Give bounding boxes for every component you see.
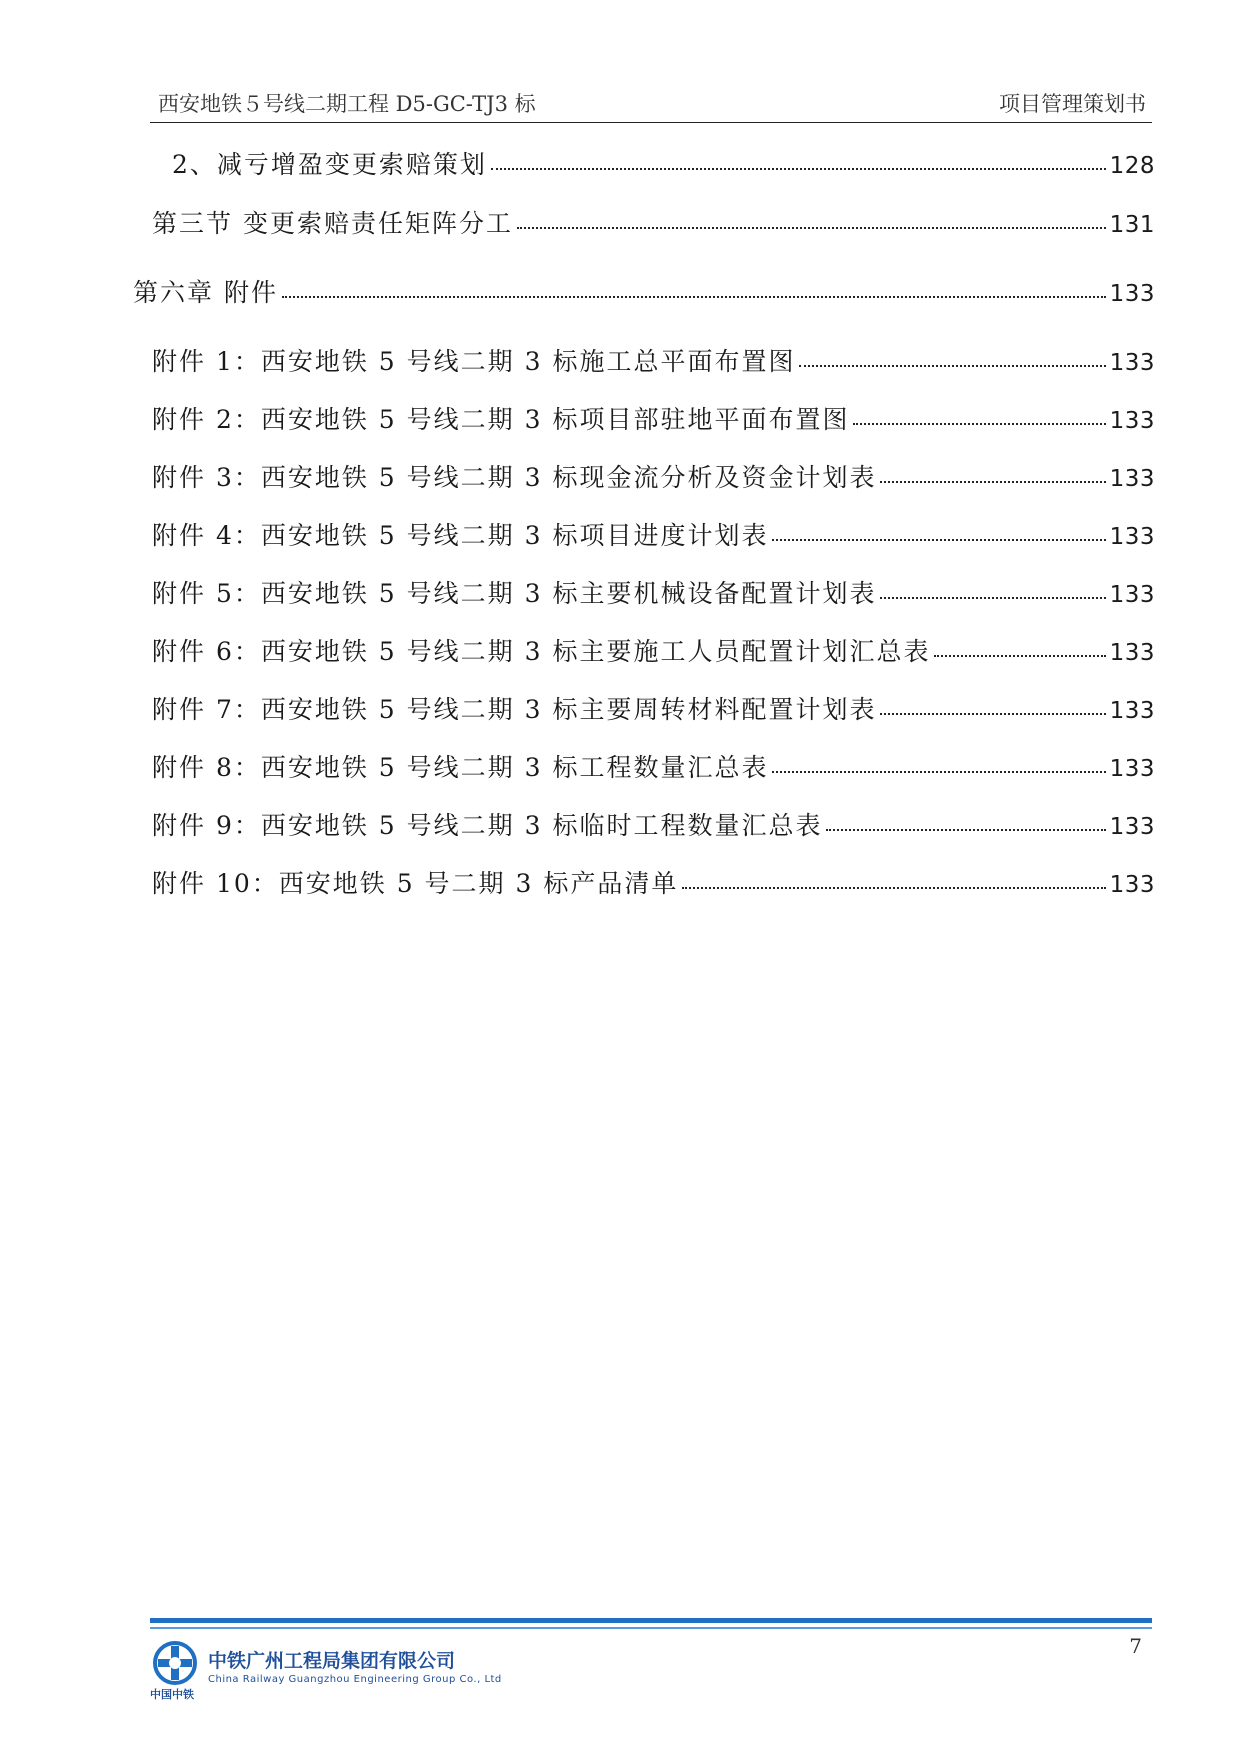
header-document-title: 项目管理策划书 [999,92,1146,116]
dot-leader [282,296,1106,298]
toc-entry-title: 附件 2：西安地铁 5 号线二期 3 标项目部驻地平面布置图 [152,405,850,434]
toc-entry-page: 131 [1109,212,1155,238]
toc-entry-page: 128 [1109,153,1155,179]
toc-entry-title: 附件 6：西安地铁 5 号线二期 3 标主要施工人员配置计划汇总表 [152,637,931,666]
toc-entry-page: 133 [1109,466,1155,492]
toc-entry[interactable] [152,204,1155,244]
dot-leader [772,539,1105,541]
toc-entry[interactable] [152,574,1155,614]
toc-entry[interactable] [152,516,1155,556]
toc-entry-page: 133 [1109,756,1155,782]
toc-entry[interactable] [172,145,1155,185]
toc-entry-title: 附件 3：西安地铁 5 号线二期 3 标现金流分析及资金计划表 [152,463,877,492]
dot-leader [880,481,1105,483]
header-project-title: 西安地铁５号线二期工程 D5-GC-TJ3 标 [158,92,536,116]
dot-leader [934,655,1105,657]
toc-entry-title: 附件 9：西安地铁 5 号线二期 3 标临时工程数量汇总表 [152,811,823,840]
company-name-en: China Railway Guangzhou Engineering Group Co., Ltd [208,1674,502,1685]
company-logo-icon [152,1640,198,1686]
page-footer [150,1606,1152,1706]
toc-entry-title: 第三节 变更索赔责任矩阵分工 [152,209,513,238]
toc-entry[interactable] [133,273,1155,313]
toc-entry[interactable] [152,632,1155,672]
toc-entry[interactable] [152,342,1155,382]
toc-entry-title: 附件 1：西安地铁 5 号线二期 3 标施工总平面布置图 [152,347,796,376]
dot-leader [682,887,1105,889]
toc-entry[interactable] [152,864,1155,904]
footer-rule-thin [150,1627,1152,1629]
toc-entry-title: 2、减亏增盈变更索赔策划 [172,150,487,179]
dot-leader [853,423,1105,425]
dot-leader [491,168,1106,170]
toc-entry[interactable] [152,690,1155,730]
dot-leader [880,713,1105,715]
toc-entry-title: 第六章 附件 [133,278,278,307]
toc-entry[interactable] [152,458,1155,498]
toc-entry-title: 附件 10：西安地铁 5 号二期 3 标产品清单 [152,869,679,898]
toc-entry-page: 133 [1109,698,1155,724]
dot-leader [826,829,1105,831]
toc-entry[interactable] [152,400,1155,440]
toc-entry-page: 133 [1109,524,1155,550]
toc-entry-title: 附件 5：西安地铁 5 号线二期 3 标主要机械设备配置计划表 [152,579,877,608]
toc-entry-page: 133 [1109,814,1155,840]
toc-entry[interactable] [152,748,1155,788]
toc-entry-title: 附件 4：西安地铁 5 号线二期 3 标项目进度计划表 [152,521,769,550]
dot-leader [772,771,1105,773]
page-header [150,88,1152,123]
toc-entry-title: 附件 7：西安地铁 5 号线二期 3 标主要周转材料配置计划表 [152,695,877,724]
toc-entry-page: 133 [1109,640,1155,666]
dot-leader [517,227,1106,229]
toc-entry-page: 133 [1109,872,1155,898]
toc-entry-title: 附件 8：西安地铁 5 号线二期 3 标工程数量汇总表 [152,753,769,782]
page-number: 7 [1129,1634,1142,1658]
footer-rule-thick [150,1618,1152,1623]
toc-entry[interactable] [152,806,1155,846]
dot-leader [880,597,1105,599]
toc-entry-page: 133 [1109,408,1155,434]
logo-caption: 中国中铁 [150,1688,194,1701]
dot-leader [799,365,1105,367]
company-name-cn: 中铁广州工程局集团有限公司 [208,1650,456,1672]
toc-entry-page: 133 [1109,350,1155,376]
toc-entry-page: 133 [1109,582,1155,608]
toc-entry-page: 133 [1109,281,1155,307]
